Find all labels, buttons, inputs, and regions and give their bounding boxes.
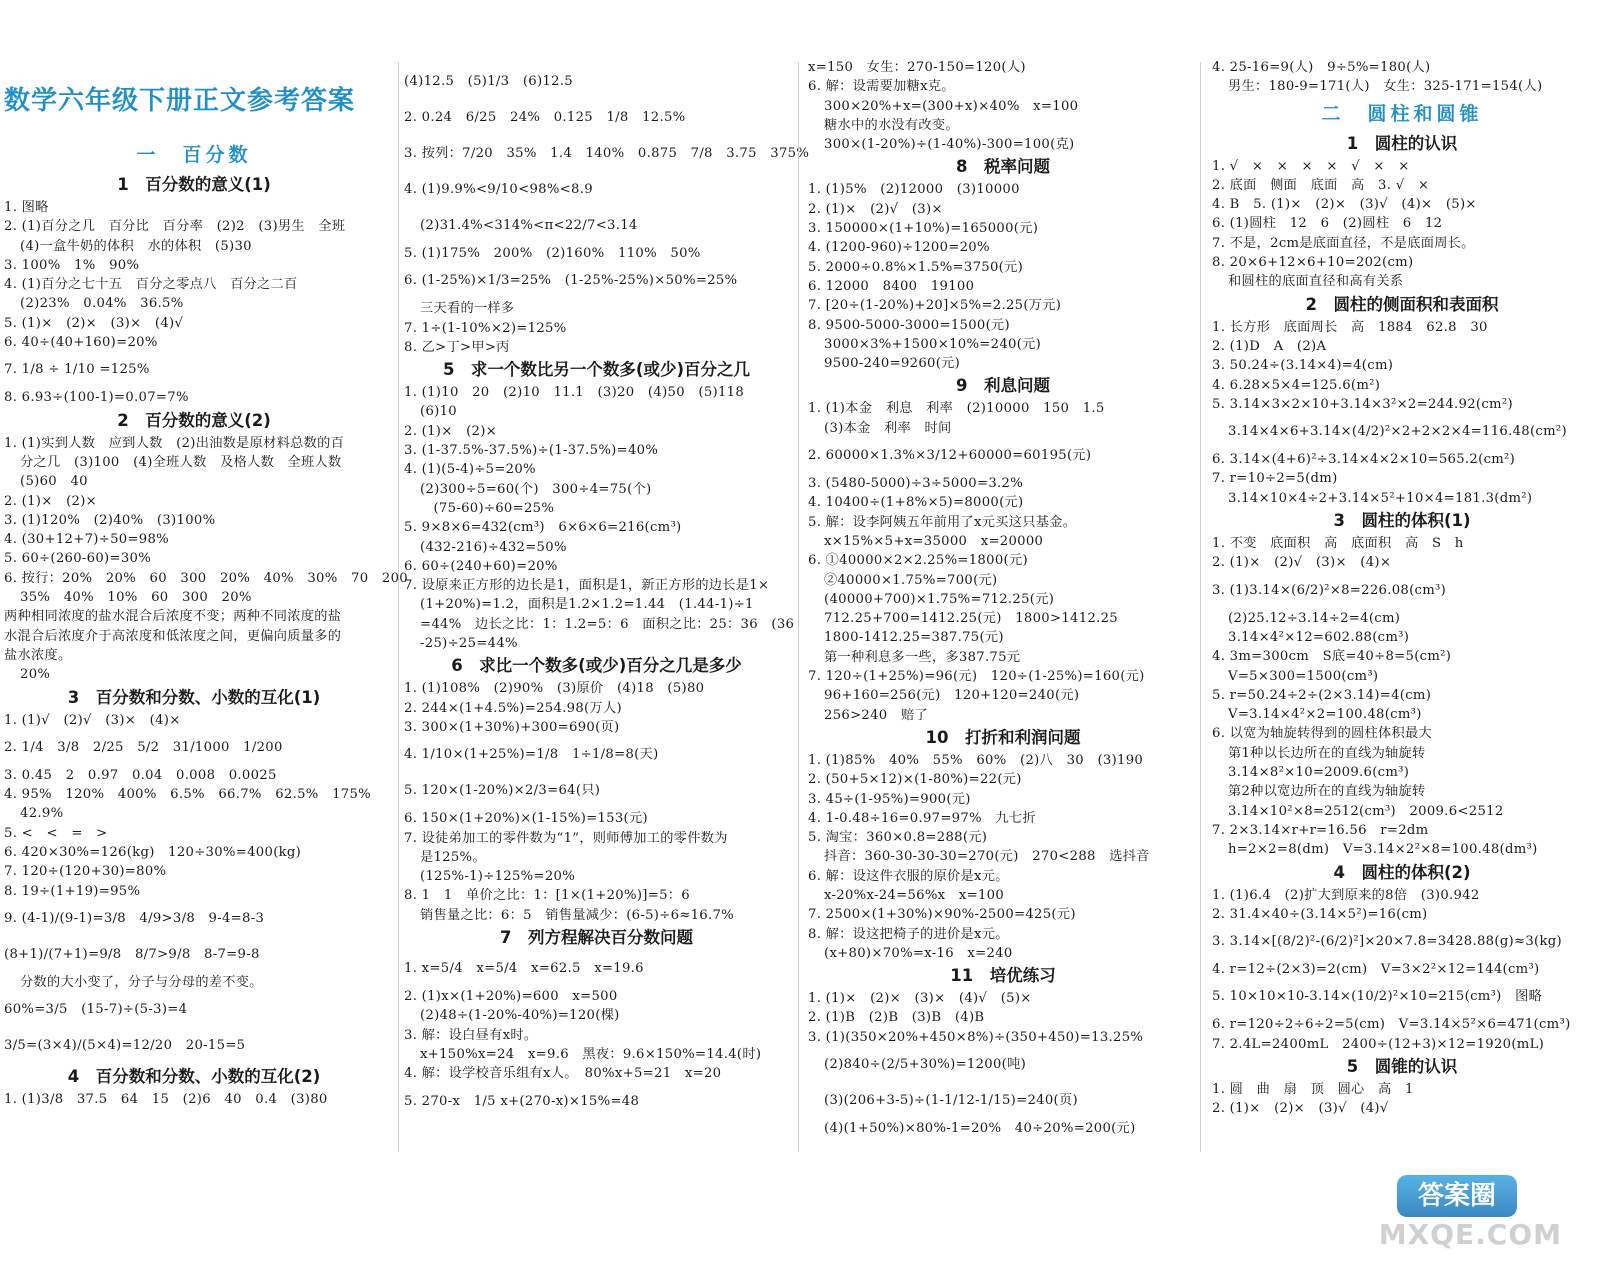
- answer-line: 5. 270-x 1/5 x+(270-x)×15%=48: [404, 1093, 640, 1109]
- answer-line: 2. (1)× (2)√ (3)×: [808, 201, 943, 217]
- lesson-heading: 4 圆柱的体积(2): [1333, 862, 1471, 882]
- answer-line: (x+80)×70%=x-16 x=240: [824, 945, 1013, 961]
- answer-line: 3. 解：设白昼有x时。: [404, 1027, 538, 1043]
- answer-line: (2)300÷5=60(个) 300÷4=75(个): [420, 481, 652, 497]
- answer-line: 1. 长方形 底面周长 高 1884 62.8 30: [1212, 319, 1488, 335]
- answer-line: 6. 150×(1+20%)×(1-15%)=153(元): [404, 811, 648, 827]
- answer-line: 4. B 5. (1)× (2)× (3)√ (4)× (5)×: [1212, 197, 1477, 213]
- answer-line: 3. 3.14×[(8/2)²-(6/2)²]×20×7.8=3428.88(g)≈3(kg): [1212, 934, 1562, 950]
- answer-line: x=150 女生：270-150=120(人): [808, 60, 1026, 75]
- answer-line: 盐水浓度。: [4, 647, 72, 663]
- answer-line: 712.25+700=1412.25(元) 1800>1412.25: [824, 611, 1118, 627]
- answer-line: 6. 解：设这件衣服的原价是x元。: [808, 868, 1009, 884]
- answer-line: 5. 120×(1-20%)×2/3=64(只): [404, 783, 601, 799]
- answer-line: ②40000×1.75%=700(元): [824, 572, 998, 588]
- answer-line: (125%-1)÷125%=20%: [420, 869, 576, 885]
- answer-line: 1800-1412.25=387.75(元): [824, 630, 1004, 646]
- answer-line: 7. r=10÷2=5(dm): [1212, 471, 1338, 487]
- answer-line: 5. 淘宝：360×0.8=288(元): [808, 830, 988, 846]
- lesson-heading: 9 利息问题: [956, 376, 1050, 396]
- lesson-heading: 11 培优练习: [950, 966, 1056, 986]
- answer-line: 5. 10×10×10-3.14×(10/2)²×10=215(cm³) 图略: [1212, 989, 1543, 1005]
- answer-line: 6. 以宽为轴旋转得到的圆柱体积最大: [1212, 726, 1432, 742]
- answer-line: 6. 12000 8400 19100: [808, 278, 975, 294]
- answer-line: (432-216)÷432=50%: [420, 539, 567, 555]
- answer-line: 2. 0.24 6/25 24% 0.125 1/8 12.5%: [404, 110, 686, 125]
- lesson-heading: 7 列方程解决百分数问题: [500, 928, 693, 948]
- lesson-heading: 2 圆柱的侧面积和表面积: [1305, 294, 1499, 314]
- answer-line: 水混合后浓度介于高浓度和低浓度之间，更偏向质量多的: [4, 628, 342, 644]
- answer-line: 6. 3.14×(4+6)²÷3.14×4×2×10=565.2(cm²): [1212, 452, 1516, 468]
- answer-line: 5. 3.14×3×2×10+3.14×3²×2=244.92(cm²): [1212, 396, 1513, 412]
- answer-line: 4. 25-16=9(人) 9÷5%=180(人): [1212, 60, 1431, 75]
- answer-column-2: [404, 64, 810, 1120]
- answer-line: 2. 1/4 3/8 2/25 5/2 31/1000 1/200: [4, 739, 283, 755]
- answer-line: 3. 150000×(1+10%)=165000(元): [808, 221, 1039, 237]
- answer-line: 7. 120÷(120+30)=80%: [4, 864, 167, 880]
- answer-line: 4. (1200-960)÷1200=20%: [808, 240, 990, 256]
- answer-line: (2)840÷(2/5+30%)=1200(吨): [824, 1057, 1027, 1073]
- column-divider: [1200, 62, 1201, 1152]
- answer-line: h=2×2=8(dm) V=3.14×2²×8=100.48(dm³): [1228, 842, 1538, 858]
- answer-line: (3)(206+3-5)÷(1-1/12-1/15)=240(页): [824, 1093, 1078, 1109]
- answer-line: 6. 60÷(240+60)=20%: [404, 558, 558, 574]
- answer-line: 6. (1-25%)×1/3=25% (1-25%-25%)×50%=25%: [404, 273, 738, 289]
- watermark-badge: 答案圈: [1397, 1175, 1517, 1217]
- answer-line: 2. 底面 侧面 底面 高 3. √ ×: [1212, 177, 1430, 193]
- answer-line: 5. 解：设李阿姨五年前用了x元买这只基金。: [808, 514, 1077, 530]
- answer-line: (2)31.4%<314%<π<22/7<3.14̇: [420, 218, 638, 233]
- column-divider: [798, 62, 799, 1152]
- answer-column-1: [4, 138, 408, 1110]
- answer-line: 300×(1-20%)÷(1-40%)-300=100(克): [824, 137, 1075, 153]
- answer-line: 4. 3m=300cm S底=40÷8=5(cm²): [1212, 649, 1452, 665]
- answer-line: 6. ①40000×2×2.25%=1800(元): [808, 553, 1028, 569]
- answer-line: 4. (1)百分之七十五 百分之零点八 百分之二百: [4, 277, 298, 293]
- answer-line: 1. (1)6.4 (2)扩大到原来的8倍 (3)0.942: [1212, 887, 1480, 903]
- answer-line: 1. (1)108% (2)90% (3)原价 (4)18 (5)80: [404, 681, 705, 697]
- answer-line: 1. (1)本金 利息 利率 (2)10000 150 1.5: [808, 401, 1105, 417]
- answer-line: 5. 60÷(260-60)=30%: [4, 551, 152, 567]
- answer-line: (4)一盒牛奶的体积 水的体积 (5)30: [20, 238, 252, 254]
- answer-line: 3. (1)120% (2)40% (3)100%: [4, 512, 216, 528]
- answer-line: (2)48÷(1-20%-40%)=120(棵): [420, 1008, 620, 1024]
- lesson-heading: 3 圆柱的体积(1): [1333, 511, 1471, 531]
- answer-line: 1. 图略: [4, 200, 49, 215]
- answer-line: 1. (1)实到人数 应到人数 (2)出油数是原材料总数的百: [4, 435, 345, 451]
- answer-line: 5. 9×8×6=432(cm³) 6×6×6=216(cm³): [404, 520, 682, 536]
- answer-line: x-20%x-24=56%x x=100: [824, 887, 1005, 903]
- lesson-heading: 5 求一个数比另一个数多(或少)百分之几: [442, 360, 751, 380]
- watermark-logo: [1378, 1173, 1562, 1251]
- answer-line: 2. (1)D A (2)A: [1212, 338, 1327, 354]
- answer-line: 男生：180-9=171(人) 女生：325-171=154(人): [1228, 79, 1543, 95]
- answer-line: (6)10: [420, 404, 457, 420]
- answer-line: (4)12.5 (5)1/3 (6)12.5: [404, 74, 573, 89]
- answer-line: 3/5=(3×4)/(5×4)=12/20 20-15=5: [4, 1038, 246, 1054]
- answer-line: 2. (50+5×12)×(1-80%)=22(元): [808, 772, 1022, 788]
- answer-line: 6. 420×30%=126(kg) 120÷30%=400(kg): [4, 845, 302, 861]
- answer-line: x+150%x=24 x=9.6 黑夜：9.6×150%=14.4(时): [420, 1046, 762, 1062]
- answer-line: 1. √ × × × × √ × ×: [1212, 158, 1410, 174]
- answer-line: 3. 300×(1+30%)+300=690(页): [404, 719, 620, 735]
- answer-line: 3.14×10×4÷2+3.14×5²+10×4=181.3(dm²): [1228, 490, 1533, 506]
- answer-line: 销售量之比：6：5 销售量减少：(6-5)÷6≈16.7%: [420, 907, 735, 923]
- unit-heading: 一 百分数: [136, 144, 252, 166]
- column-divider: [398, 62, 399, 1152]
- answer-line: 8. 9500-5000-3000=1500(元): [808, 317, 1010, 333]
- answer-line: 1. (1)10 20 (2)10 11.1 (3)20 (4)50 (5)118: [404, 385, 745, 401]
- answer-line: 3. 45÷(1-95%)=900(元): [808, 791, 971, 807]
- answer-line: 3.14×4×6+3.14×(4/2)²×2+2×2×4=116.48(cm²): [1228, 424, 1567, 440]
- answer-line: 35% 40% 10% 60 300 20%: [20, 590, 252, 606]
- answer-line: 抖音：360-30-30-30=270(元) 270<288 选抖音: [824, 849, 1150, 865]
- answer-line: 8. 19÷(1+19)=95%: [4, 883, 141, 899]
- answer-line: 7. 1/8 ÷ 1/10 =125%: [4, 362, 150, 378]
- answer-column-4: [1212, 58, 1592, 1119]
- answer-line: 6. (1)圆柱 12 6 (2)圆柱 6 12: [1212, 216, 1443, 232]
- lesson-heading: 1 圆柱的认识: [1346, 133, 1458, 153]
- answer-line: =44% 边长之比：1：1.2=5：6 面积之比：25：36 (36: [420, 616, 795, 632]
- answer-line: 7. 1÷(1-10%×2)=125%: [404, 320, 567, 336]
- answer-line: 42.9%: [20, 806, 64, 822]
- answer-line: 5. 2000÷0.8%×1.5%=3750(元): [808, 259, 1024, 275]
- answer-line: 和圆柱的底面直径和高有关系: [1228, 274, 1404, 290]
- answer-line: -25)÷25=44%: [420, 636, 518, 652]
- answer-line: 4. (1)9.9%<9/10<98%<8.9: [404, 182, 593, 197]
- answer-line: (2)23% 0.04% 36.5%: [20, 296, 184, 312]
- answer-line: 4. 解：设学校音乐组有x人。 80%x+5=21 x=20: [404, 1066, 722, 1082]
- answer-line: 1. x=5/4 x=5/4 x=62.5 x=19.6: [404, 961, 644, 977]
- answer-line: 两种相同浓度的盐水混合后浓度不变；两种不同浓度的盐: [4, 609, 342, 625]
- answer-line: 3. 按列：7/20 35% 1.4 140% 0.875 7/8 3.75 375%: [404, 146, 810, 161]
- answer-line: 8. 解：设这把椅子的进价是x元。: [808, 926, 1009, 942]
- answer-line: 3000×3%+1500×10%=240(元): [824, 336, 1042, 352]
- answer-line: 4. (1)(5-4)÷5=20%: [404, 462, 536, 478]
- answer-line: x×15%×5+x=35000 x=20000: [824, 533, 1044, 549]
- answer-line: 96+160=256(元) 120+120=240(元): [824, 688, 1080, 704]
- lesson-heading: 6 求比一个数多(或少)百分之几是多少: [451, 656, 742, 676]
- answer-line: 5. r=50.24÷2÷(2×3.14)=4(cm): [1212, 687, 1432, 703]
- answer-line: 2. 31.4×40÷(3.14×5²)=16(cm): [1212, 906, 1428, 922]
- answer-line: (4)(1+50%)×80%-1=20% 40÷20%=200(元): [824, 1121, 1136, 1137]
- answer-line: 1. 不变 底面积 高 底面积 高 S h: [1212, 536, 1464, 552]
- answer-line: 2. (1)× (2)×: [4, 493, 98, 509]
- answer-line: 第1种以长边所在的直线为轴旋转: [1228, 745, 1426, 761]
- answer-line: 是125%。: [420, 849, 486, 865]
- answer-line: 7. 设徒弟加工的零件数为“1”，则师傅加工的零件数为: [404, 830, 728, 846]
- answer-line: 第一种利息多一些，多387.75元: [824, 649, 1021, 665]
- answer-line: 20%: [20, 667, 51, 683]
- answer-line: (40000+700)×1.75%=712.25(元): [824, 591, 1055, 607]
- answer-line: 糖水中的水没有改变。: [824, 117, 959, 133]
- answer-line: 6. 解：设需要加糖x克。: [808, 79, 955, 95]
- answer-line: 3. 0.45 2 0.97 0.04 0.008 0.0025: [4, 767, 277, 783]
- answer-line: 7. 2.4L=2400mL 2400÷(12+3)×12=1920(mL): [1212, 1036, 1545, 1052]
- lesson-heading: 10 打折和利润问题: [925, 727, 1081, 747]
- answer-line: 三天看的一样多: [420, 301, 515, 317]
- answer-line: 5. < < = >: [4, 825, 108, 841]
- watermark-site: MXQE.COM: [1378, 1218, 1562, 1251]
- answer-line: 7. 设原来正方形的边长是1，面积是1，新正方形的边长是1×: [404, 578, 770, 594]
- answer-line: 分之几 (3)100 (4)全班人数 及格人数 全班人数: [20, 454, 342, 470]
- answer-line: 4. (30+12+7)÷50=98%: [4, 532, 170, 548]
- answer-line: 8. 6.93÷(100-1)=0.07=7%: [4, 390, 189, 406]
- lesson-heading: 2 百分数的意义(2): [117, 410, 271, 430]
- lesson-heading: 5 圆锥的认识: [1346, 1056, 1458, 1076]
- answer-line: 7. 2500×(1+30%)×90%-2500=425(元): [808, 907, 1076, 923]
- answer-line: V=5×300=1500(cm³): [1228, 668, 1379, 684]
- answer-line: 3.14×10²×8=2512(cm³) 2009.6<2512: [1228, 803, 1504, 819]
- answer-line: 2. 60000×1.3%×3/12+60000=60195(元): [808, 448, 1092, 464]
- lesson-heading: 4 百分数和分数、小数的互化(2): [67, 1067, 321, 1087]
- answer-line: 4. 6.28×5×4=125.6(m²): [1212, 377, 1381, 393]
- answer-line: 4. 95% 120% 400% 6.5% 66.7% 62.5% 175%: [4, 787, 372, 803]
- answer-line: (1+20%)=1.2，面积是1.2×1.2=1.44 (1.44-1)÷1: [420, 597, 754, 613]
- answer-line: 1. (1)3/8 37.5 64 15 (2)6 40 0.4 (3)80: [4, 1092, 328, 1108]
- answer-line: 2. (1)x×(1+20%)=600 x=500: [404, 989, 618, 1005]
- answer-line: 4. r=12÷(2×3)=2(cm) V=3×2²×12=144(cm³): [1212, 962, 1540, 978]
- answer-line: 2. (1)× (2)× (3)√ (4)√: [1212, 1101, 1389, 1117]
- answer-line: 2. (1)百分之几 百分比 百分率 (2)2 (3)男生 全班: [4, 219, 346, 235]
- unit-heading: 二 圆柱和圆锥: [1321, 102, 1483, 125]
- answer-line: 2. (1)× (2)√ (3)× (4)×: [1212, 555, 1392, 571]
- answer-column-3: [808, 58, 1198, 1138]
- answer-line: 60%=3/5 (15-7)÷(5-3)=4: [4, 1002, 188, 1018]
- answer-line: 7. [20÷(1-20%)+20]×5%=2.25(万元): [808, 298, 1062, 314]
- answer-line: 6. r=120÷2÷6÷2=5(cm) V=3.14×5²×6=471(cm³): [1212, 1017, 1571, 1033]
- answer-line: 第2种以宽边所在的直线为轴旋转: [1228, 784, 1426, 800]
- answer-line: 1. (1)5% (2)12000 (3)10000: [808, 182, 1020, 198]
- answer-line: 1. (1)× (2)× (3)× (4)√ (5)×: [808, 991, 1032, 1007]
- answer-line: 6. 40÷(40+160)=20%: [4, 335, 158, 351]
- answer-line: 7. 2×3.14×r+r=16.56 r=2dm: [1212, 822, 1429, 838]
- answer-line: (8+1)/(7+1)=9/8 8/7>9/8 8-7=9-8: [4, 946, 260, 962]
- answer-line: 7. 120÷(1+25%)=96(元) 120÷(1-25%)=160(元): [808, 669, 1145, 685]
- answer-line: 2. 244×(1+4.5%)=254.98(万人): [404, 700, 622, 716]
- answer-line: 9. (4-1)/(9-1)=3/8 4/9>3/8 9-4=8-3: [4, 910, 265, 926]
- answer-line: 5. (1)175% 200% (2)160% 110% 50%: [404, 246, 701, 261]
- answer-line: 1. (1)85% 40% 55% 60% (2)八 30 (3)190: [808, 752, 1144, 768]
- answer-line: 1. 圆 曲 扇 顶 圆心 高 1: [1212, 1081, 1414, 1097]
- answer-line: 4. 1/10×(1+25%)=1/8 1÷1/8=8(天): [404, 747, 659, 763]
- answer-line: 1. (1)√ (2)√ (3)× (4)×: [4, 712, 181, 728]
- answer-line: 3. 50.24÷(3.14×4)=4(cm): [1212, 358, 1394, 374]
- answer-line: (2)25.12÷3.14÷2=4(cm): [1228, 610, 1401, 626]
- answer-line: 3. (1)(350×20%+450×8%)÷(350+450)=13.25%: [808, 1029, 1144, 1045]
- page-title: 数学六年级下册正文参考答案: [4, 86, 356, 116]
- answer-line: 2. (1)× (2)×: [404, 423, 498, 439]
- answer-line: (3)本金 利率 时间: [824, 420, 952, 436]
- answer-line: 分数的大小变了，分子与分母的差不变。: [20, 974, 263, 990]
- answer-line: 2. (1)B (2)B (3)B (4)B: [808, 1010, 985, 1026]
- answer-line: 9500-240=9260(元): [824, 356, 961, 372]
- answer-line: V=3.14×4²×2=100.48(cm³): [1228, 707, 1422, 723]
- answer-line: 5. (1)× (2)× (3)× (4)√: [4, 315, 184, 331]
- answer-line: 3. 100% 1% 90%: [4, 257, 140, 273]
- answer-line: 3. (1)3.14×(6/2)²×8=226.08(cm³): [1212, 582, 1447, 598]
- answer-line: (5)60 40: [20, 474, 88, 490]
- answer-line: 3. (1-37.5%-37.5%)÷(1-37.5%)=40%: [404, 443, 659, 459]
- answer-line: 8. 乙>丁>甲>丙: [404, 339, 510, 355]
- answer-line: 4. 1-0.48÷16=0.97=97% 九七折: [808, 810, 1036, 826]
- answer-line: 256>240 赔了: [824, 707, 928, 723]
- lesson-heading: 3 百分数和分数、小数的互化(1): [67, 687, 321, 707]
- answer-line: 3.14×4²×12=602.88(cm³): [1228, 629, 1410, 645]
- answer-line: 8. 1 1 单价之比：1：[1×(1+20%)]=5：6: [404, 888, 690, 904]
- answer-line: 300×20%+x=(300+x)×40% x=100: [824, 98, 1079, 114]
- answer-line: 6. 按行：20% 20% 60 300 20% 40% 30% 70 200: [4, 570, 408, 586]
- answer-line: 3.14×8²×10=2009.6(cm³): [1228, 765, 1410, 781]
- answer-line: (75-60)÷60=25%: [420, 500, 555, 516]
- answer-line: 4. 10400÷(1+8%×5)=8000(元): [808, 495, 1024, 511]
- lesson-heading: 8 税率问题: [956, 157, 1050, 177]
- lesson-heading: 1 百分数的意义(1): [117, 175, 271, 194]
- answer-line: 7. 不是，2cm是底面直径，不是底面周长。: [1212, 235, 1475, 251]
- answer-line: 8. 20×6+12×6+10=202(cm): [1212, 255, 1414, 271]
- answer-line: 3. (5480-5000)÷3÷5000=3.2%: [808, 476, 1024, 492]
